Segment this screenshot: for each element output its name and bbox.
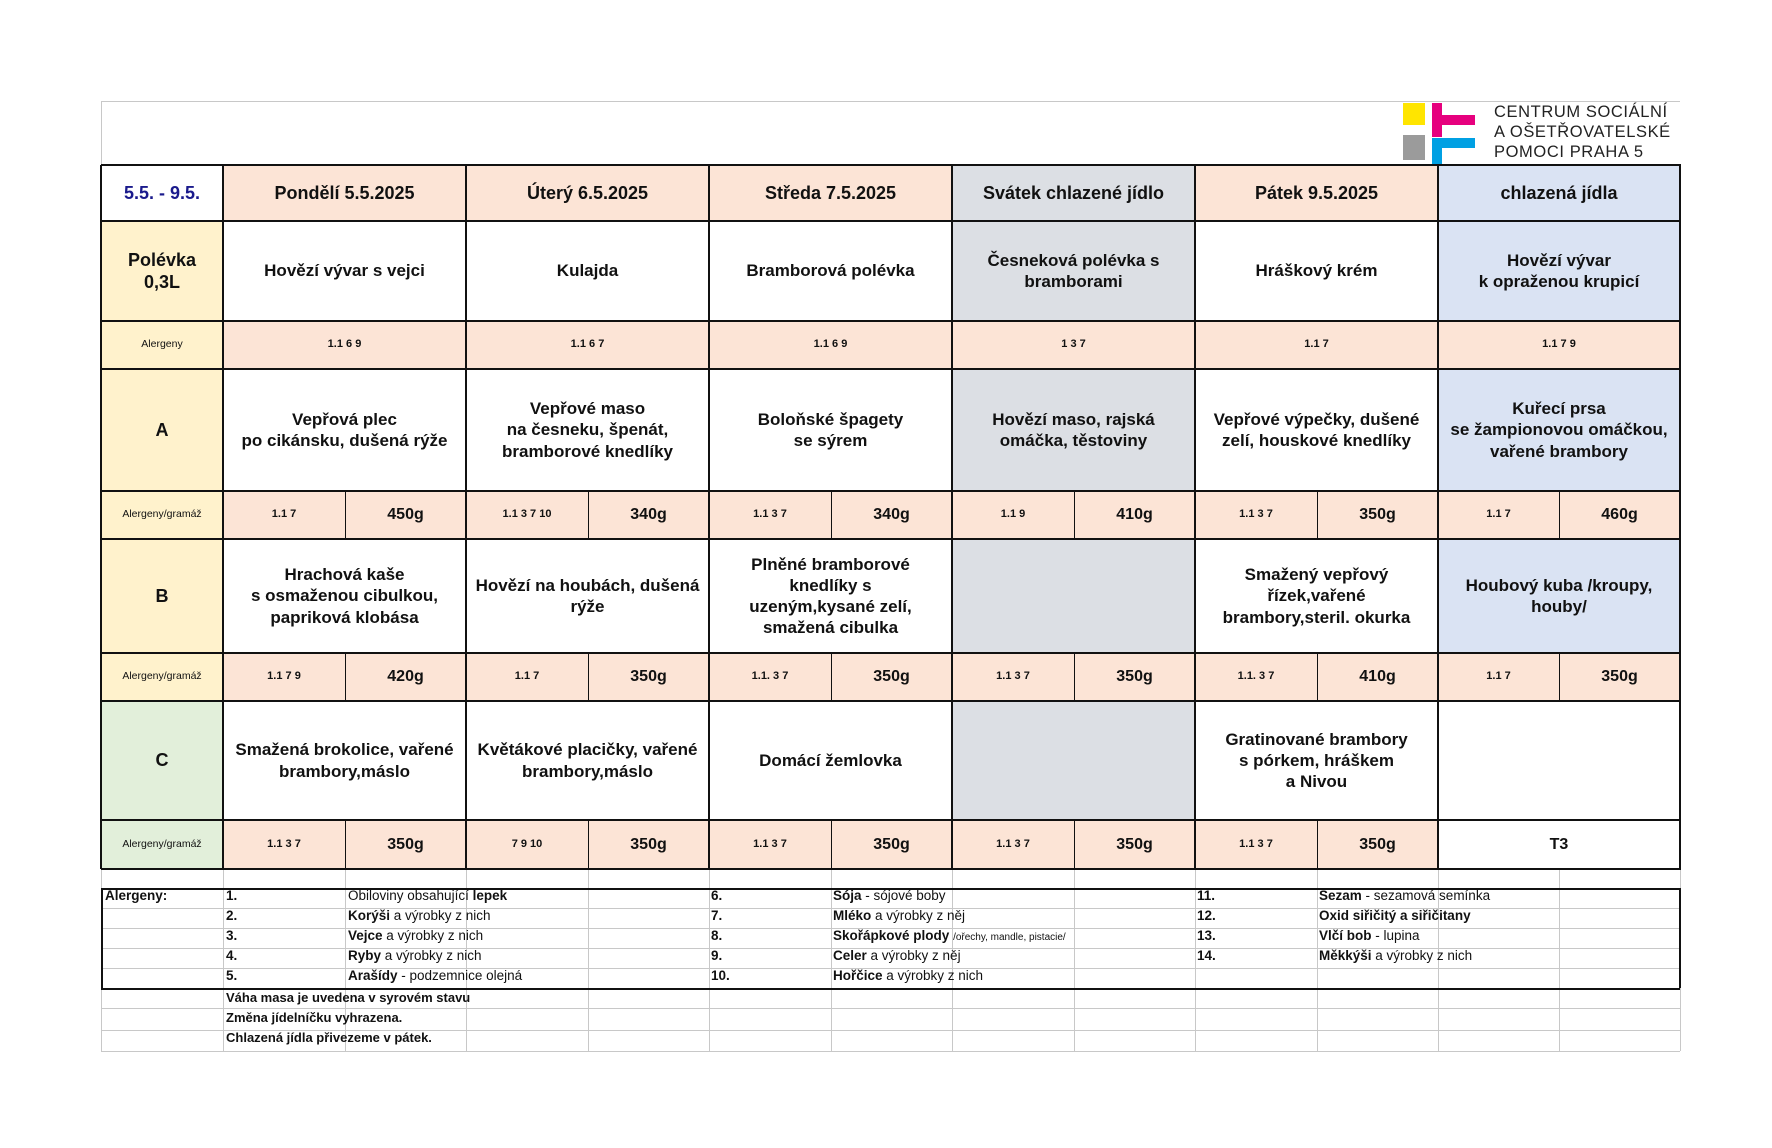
grid-line-v	[1195, 869, 1196, 1051]
meal-c-label: C	[101, 701, 223, 820]
legend-item-number: 12.	[1197, 908, 1216, 923]
grid-line-v	[1074, 869, 1075, 1051]
legend-item-text	[1319, 946, 1472, 966]
meal-c-dish: Domácí žemlovka	[709, 701, 952, 820]
grid-line-v	[831, 869, 832, 1051]
legend-item-text	[1319, 906, 1471, 926]
meal-b-dish	[952, 539, 1195, 653]
legend-allergen-name: Sezam	[1319, 888, 1362, 903]
legend-allergen-desc: - sezamová semínka	[1361, 888, 1491, 903]
logo-blue-bar	[1432, 138, 1442, 164]
meal-a-dish: Vepřová plec po cikánsku, dušená rýže	[223, 369, 466, 491]
row-border	[101, 700, 1681, 702]
meal-b-dish: Hovězí na houbách, dušená rýže	[466, 539, 709, 653]
logo-text-line: POMOCI PRAHA 5	[1494, 143, 1644, 161]
allergens-weight-label: Alergeny/gramáž	[101, 653, 223, 701]
soup-dish: Hovězí vývar s vejci	[223, 221, 466, 321]
cell-split	[1074, 491, 1075, 539]
row-border-thin	[101, 490, 1680, 492]
column-border	[951, 165, 953, 869]
meal-c-dish	[952, 701, 1195, 820]
legend-item-number: 2.	[226, 908, 238, 923]
grid-line-v	[1317, 869, 1318, 1051]
legend-item-number: 8.	[711, 928, 723, 943]
meal-b-dish: Plněné bramborové knedlíky s uzeným,kysané zelí, smažená cibulka	[709, 539, 952, 653]
cell-split	[588, 491, 589, 539]
meal-b-dish: Smažený vepřový řízek,vařené brambory,steril. okurka	[1195, 539, 1438, 653]
row-border	[101, 320, 1681, 322]
legend-allergen-desc: a výrobky z nich	[1371, 948, 1473, 963]
legend-item-number: 14.	[1197, 948, 1216, 963]
legend-item-number: 3.	[226, 928, 238, 943]
cell-split	[1559, 491, 1560, 539]
meal-b-dish: Houbový kuba /kroupy, houby/	[1438, 539, 1680, 653]
legend-allergen-desc: Obiloviny obsahující	[348, 888, 473, 903]
day-header: Pondělí 5.5.2025	[223, 165, 466, 221]
meal-a-dish: Boloňské špagety se sýrem	[709, 369, 952, 491]
legend-allergen-name: Korýši	[348, 908, 391, 923]
meal-a-dish: Kuřecí prsa se žampionovou omáčkou, vařené brambory	[1438, 369, 1680, 491]
allergens-weight-label: Alergeny/gramáž	[101, 491, 223, 539]
meal-b-weight: 350g	[588, 653, 709, 701]
allergens-label: Alergeny	[101, 321, 223, 369]
meal-a-label: A	[101, 369, 223, 491]
day-header: chlazená jídla	[1438, 165, 1680, 221]
column-border	[100, 165, 102, 869]
legend-item-number: 9.	[711, 948, 723, 963]
row-border-thin	[101, 652, 1680, 654]
allergens-weight-label: Alergeny/gramáž	[101, 820, 223, 869]
legend-allergen-desc: a výrobky z nich	[882, 968, 984, 983]
logo-gray-square	[1403, 135, 1425, 160]
cell-split	[1074, 820, 1075, 869]
legend-item-text	[1319, 886, 1490, 906]
legend-allergen-name: Ryby	[348, 948, 382, 963]
logo-pink-arm	[1432, 115, 1475, 125]
legend-item-number: 10.	[711, 968, 730, 983]
soup-allergens: 1.1 6 7	[466, 321, 709, 369]
legend-allergen-desc: a výrobky z nich	[382, 928, 484, 943]
meal-b-allergens: 1.1 3 7	[952, 653, 1074, 701]
meal-a-dish: Vepřové maso na česneku, špenát, bramborové knedlíky	[466, 369, 709, 491]
meal-a-allergens: 1.1 7	[1438, 491, 1559, 539]
legend-item-number: 6.	[711, 888, 723, 903]
soup-allergens: 1.1 7	[1195, 321, 1438, 369]
meal-b-weight: 420g	[345, 653, 466, 701]
legend-allergen-name: Vlčí bob	[1319, 928, 1372, 943]
soup-dish: Hráškový krém	[1195, 221, 1438, 321]
meal-c-allergens: 1.1 3 7	[952, 820, 1074, 869]
soup-dish: Česneková polévka s bramborami	[952, 221, 1195, 321]
cell-split	[345, 491, 346, 539]
legend-item-number: 7.	[711, 908, 723, 923]
column-border	[708, 165, 710, 869]
grid-line-h	[101, 1051, 1680, 1052]
meal-c-weight: 350g	[1317, 820, 1438, 869]
meal-a-allergens: 1.1 9	[952, 491, 1074, 539]
row-border	[101, 868, 1681, 870]
soup-dish: Hovězí vývar k opraženou krupicí	[1438, 221, 1680, 321]
meal-c-weight: 350g	[588, 820, 709, 869]
column-border	[1437, 165, 1439, 869]
legend-note: Chlazená jídla přivezeme v pátek.	[226, 1030, 432, 1045]
cell-split	[831, 653, 832, 701]
meal-c-allergens: T3	[1438, 820, 1680, 869]
legend-item-text	[348, 906, 491, 926]
meal-c-weight: 350g	[1074, 820, 1195, 869]
grid-line-v	[1559, 869, 1560, 1051]
meal-c-allergens: 1.1 3 7	[223, 820, 345, 869]
legend-item-text	[348, 946, 482, 966]
legend-item-number: 4.	[226, 948, 238, 963]
meal-b-allergens: 1.1. 3 7	[1195, 653, 1317, 701]
column-border	[222, 165, 224, 869]
legend-item-text	[833, 946, 961, 966]
meal-c-allergens: 1.1 3 7	[1195, 820, 1317, 869]
soup-allergens: 1 3 7	[952, 321, 1195, 369]
soup-dish: Bramborová polévka	[709, 221, 952, 321]
meal-a-weight: 450g	[345, 491, 466, 539]
column-border	[1679, 165, 1681, 869]
legend-allergen-desc: a výrobky z nich	[390, 908, 491, 923]
meal-a-dish: Hovězí maso, rajská omáčka, těstoviny	[952, 369, 1195, 491]
cell-split	[588, 820, 589, 869]
meal-a-allergens: 1.1 3 7	[709, 491, 831, 539]
legend-item-number: 5.	[226, 968, 238, 983]
meal-c-dish	[1438, 701, 1680, 820]
legend-item-text	[833, 886, 946, 906]
legend-allergen-name: Arašídy	[348, 968, 398, 983]
soup-allergens: 1.1 7 9	[1438, 321, 1680, 369]
cell-split	[345, 820, 346, 869]
meal-a-allergens: 1.1 7	[223, 491, 345, 539]
meal-c-allergens: 1.1 3 7	[709, 820, 831, 869]
grid-line-top	[101, 101, 1680, 102]
legend-allergen-name: Mléko	[833, 908, 872, 923]
legend-item-text	[348, 886, 507, 906]
meal-a-dish: Vepřové výpečky, dušené zelí, houskové knedlíky	[1195, 369, 1438, 491]
legend-allergen-desc: a výrobky z něj	[866, 948, 961, 963]
meal-a-weight: 350g	[1317, 491, 1438, 539]
meal-c-dish: Smažená brokolice, vařené brambory,máslo	[223, 701, 466, 820]
column-border	[465, 165, 467, 869]
grid-line-v	[588, 869, 589, 1051]
meal-a-weight: 340g	[831, 491, 952, 539]
week-range: 5.5. - 9.5.	[101, 165, 223, 221]
legend-allergen-name: Hořčice	[833, 968, 883, 983]
legend-note: Váha masa je uvedena v syrovém stavu	[226, 990, 471, 1005]
cell-split	[1074, 653, 1075, 701]
row-border	[101, 538, 1681, 540]
legend-note: Změna jídelníčku vyhrazena.	[226, 1010, 403, 1025]
soup-allergens: 1.1 6 9	[709, 321, 952, 369]
row-border-thin	[101, 819, 1680, 821]
legend-allergen-name: lepek	[472, 888, 508, 903]
day-header: Středa 7.5.2025	[709, 165, 952, 221]
cell-split	[1559, 653, 1560, 701]
cell-split	[345, 653, 346, 701]
meal-a-weight: 340g	[588, 491, 709, 539]
legend-allergen-name: Skořápkové plody	[833, 928, 950, 943]
meal-c-dish: Květákové placičky, vařené brambory,máslo	[466, 701, 709, 820]
legend-item-number: 11.	[1197, 888, 1216, 903]
logo-yellow-square	[1403, 103, 1425, 125]
row-border	[101, 220, 1681, 222]
legend-item-text	[833, 926, 1066, 948]
day-header: Svátek chlazené jídlo	[952, 165, 1195, 221]
grid-line-v	[709, 869, 710, 1051]
soup-label: Polévka 0,3L	[101, 221, 223, 321]
cell-split	[1317, 491, 1318, 539]
meal-c-weight: 350g	[831, 820, 952, 869]
legend-allergen-desc: - sójové boby	[861, 888, 946, 903]
grid-line-v	[223, 869, 224, 1051]
legend-allergen-desc: - lupina	[1371, 928, 1420, 943]
meal-b-allergens: 1.1 7	[466, 653, 588, 701]
legend-allergen-name: Měkkýši	[1319, 948, 1372, 963]
legend-item-text	[348, 926, 483, 946]
column-border	[1194, 165, 1196, 869]
legend-item-number: 1.	[226, 888, 238, 903]
meal-a-allergens: 1.1 3 7 10	[466, 491, 588, 539]
legend-item-text	[833, 906, 965, 926]
logo-text-line: CENTRUM SOCIÁLNÍ	[1494, 103, 1668, 121]
legend-allergen-desc: - podzemnice olejná	[397, 968, 523, 983]
meal-b-label: B	[101, 539, 223, 653]
meal-b-weight: 350g	[1559, 653, 1680, 701]
grid-line-left-top	[101, 101, 102, 165]
legend-allergen-name: Sója	[833, 888, 862, 903]
legend-item-text	[1319, 926, 1420, 946]
meal-b-allergens: 1.1 7 9	[223, 653, 345, 701]
meal-b-weight: 350g	[831, 653, 952, 701]
meal-a-weight: 410g	[1074, 491, 1195, 539]
cell-split	[831, 491, 832, 539]
soup-dish: Kulajda	[466, 221, 709, 321]
legend-allergen-note: /ořechy, mandle, pistacie/	[953, 932, 1066, 943]
cell-split	[588, 653, 589, 701]
meal-c-dish: Gratinované brambory s pórkem, hráškem a Nivou	[1195, 701, 1438, 820]
cell-split	[1317, 820, 1318, 869]
row-border	[101, 164, 1681, 166]
legend-border-left	[101, 888, 103, 988]
meal-b-weight: 410g	[1317, 653, 1438, 701]
meal-b-weight: 350g	[1074, 653, 1195, 701]
logo-text-line: A OŠETŘOVATELSKÉ	[1494, 123, 1671, 141]
soup-allergens: 1.1 6 9	[223, 321, 466, 369]
day-header: Úterý 6.5.2025	[466, 165, 709, 221]
legend-border-right	[1679, 888, 1681, 988]
meal-c-allergens: 7 9 10	[466, 820, 588, 869]
meal-a-weight: 460g	[1559, 491, 1680, 539]
cell-split	[831, 820, 832, 869]
grid-line-h	[101, 1008, 1680, 1009]
legend-allergen-name: Vejce	[348, 928, 383, 943]
meal-c-weight: 350g	[345, 820, 466, 869]
legend-item-text	[348, 966, 522, 986]
legend-item-number: 13.	[1197, 928, 1216, 943]
legend-allergen-name: Celer	[833, 948, 867, 963]
legend-allergen-desc: a výrobky z něj	[871, 908, 966, 923]
legend-title: Alergeny:	[105, 888, 168, 903]
legend-item-text	[833, 966, 983, 986]
legend-allergen-name: Oxid siřičitý a siřičitany	[1319, 908, 1471, 923]
day-header: Pátek 9.5.2025	[1195, 165, 1438, 221]
meal-b-allergens: 1.1 7	[1438, 653, 1559, 701]
meal-b-dish: Hrachová kaše s osmaženou cibulkou, papriková klobása	[223, 539, 466, 653]
meal-a-allergens: 1.1 3 7	[1195, 491, 1317, 539]
row-border	[101, 368, 1681, 370]
legend-allergen-desc: a výrobky z nich	[381, 948, 482, 963]
meal-b-allergens: 1.1. 3 7	[709, 653, 831, 701]
cell-split	[1317, 653, 1318, 701]
